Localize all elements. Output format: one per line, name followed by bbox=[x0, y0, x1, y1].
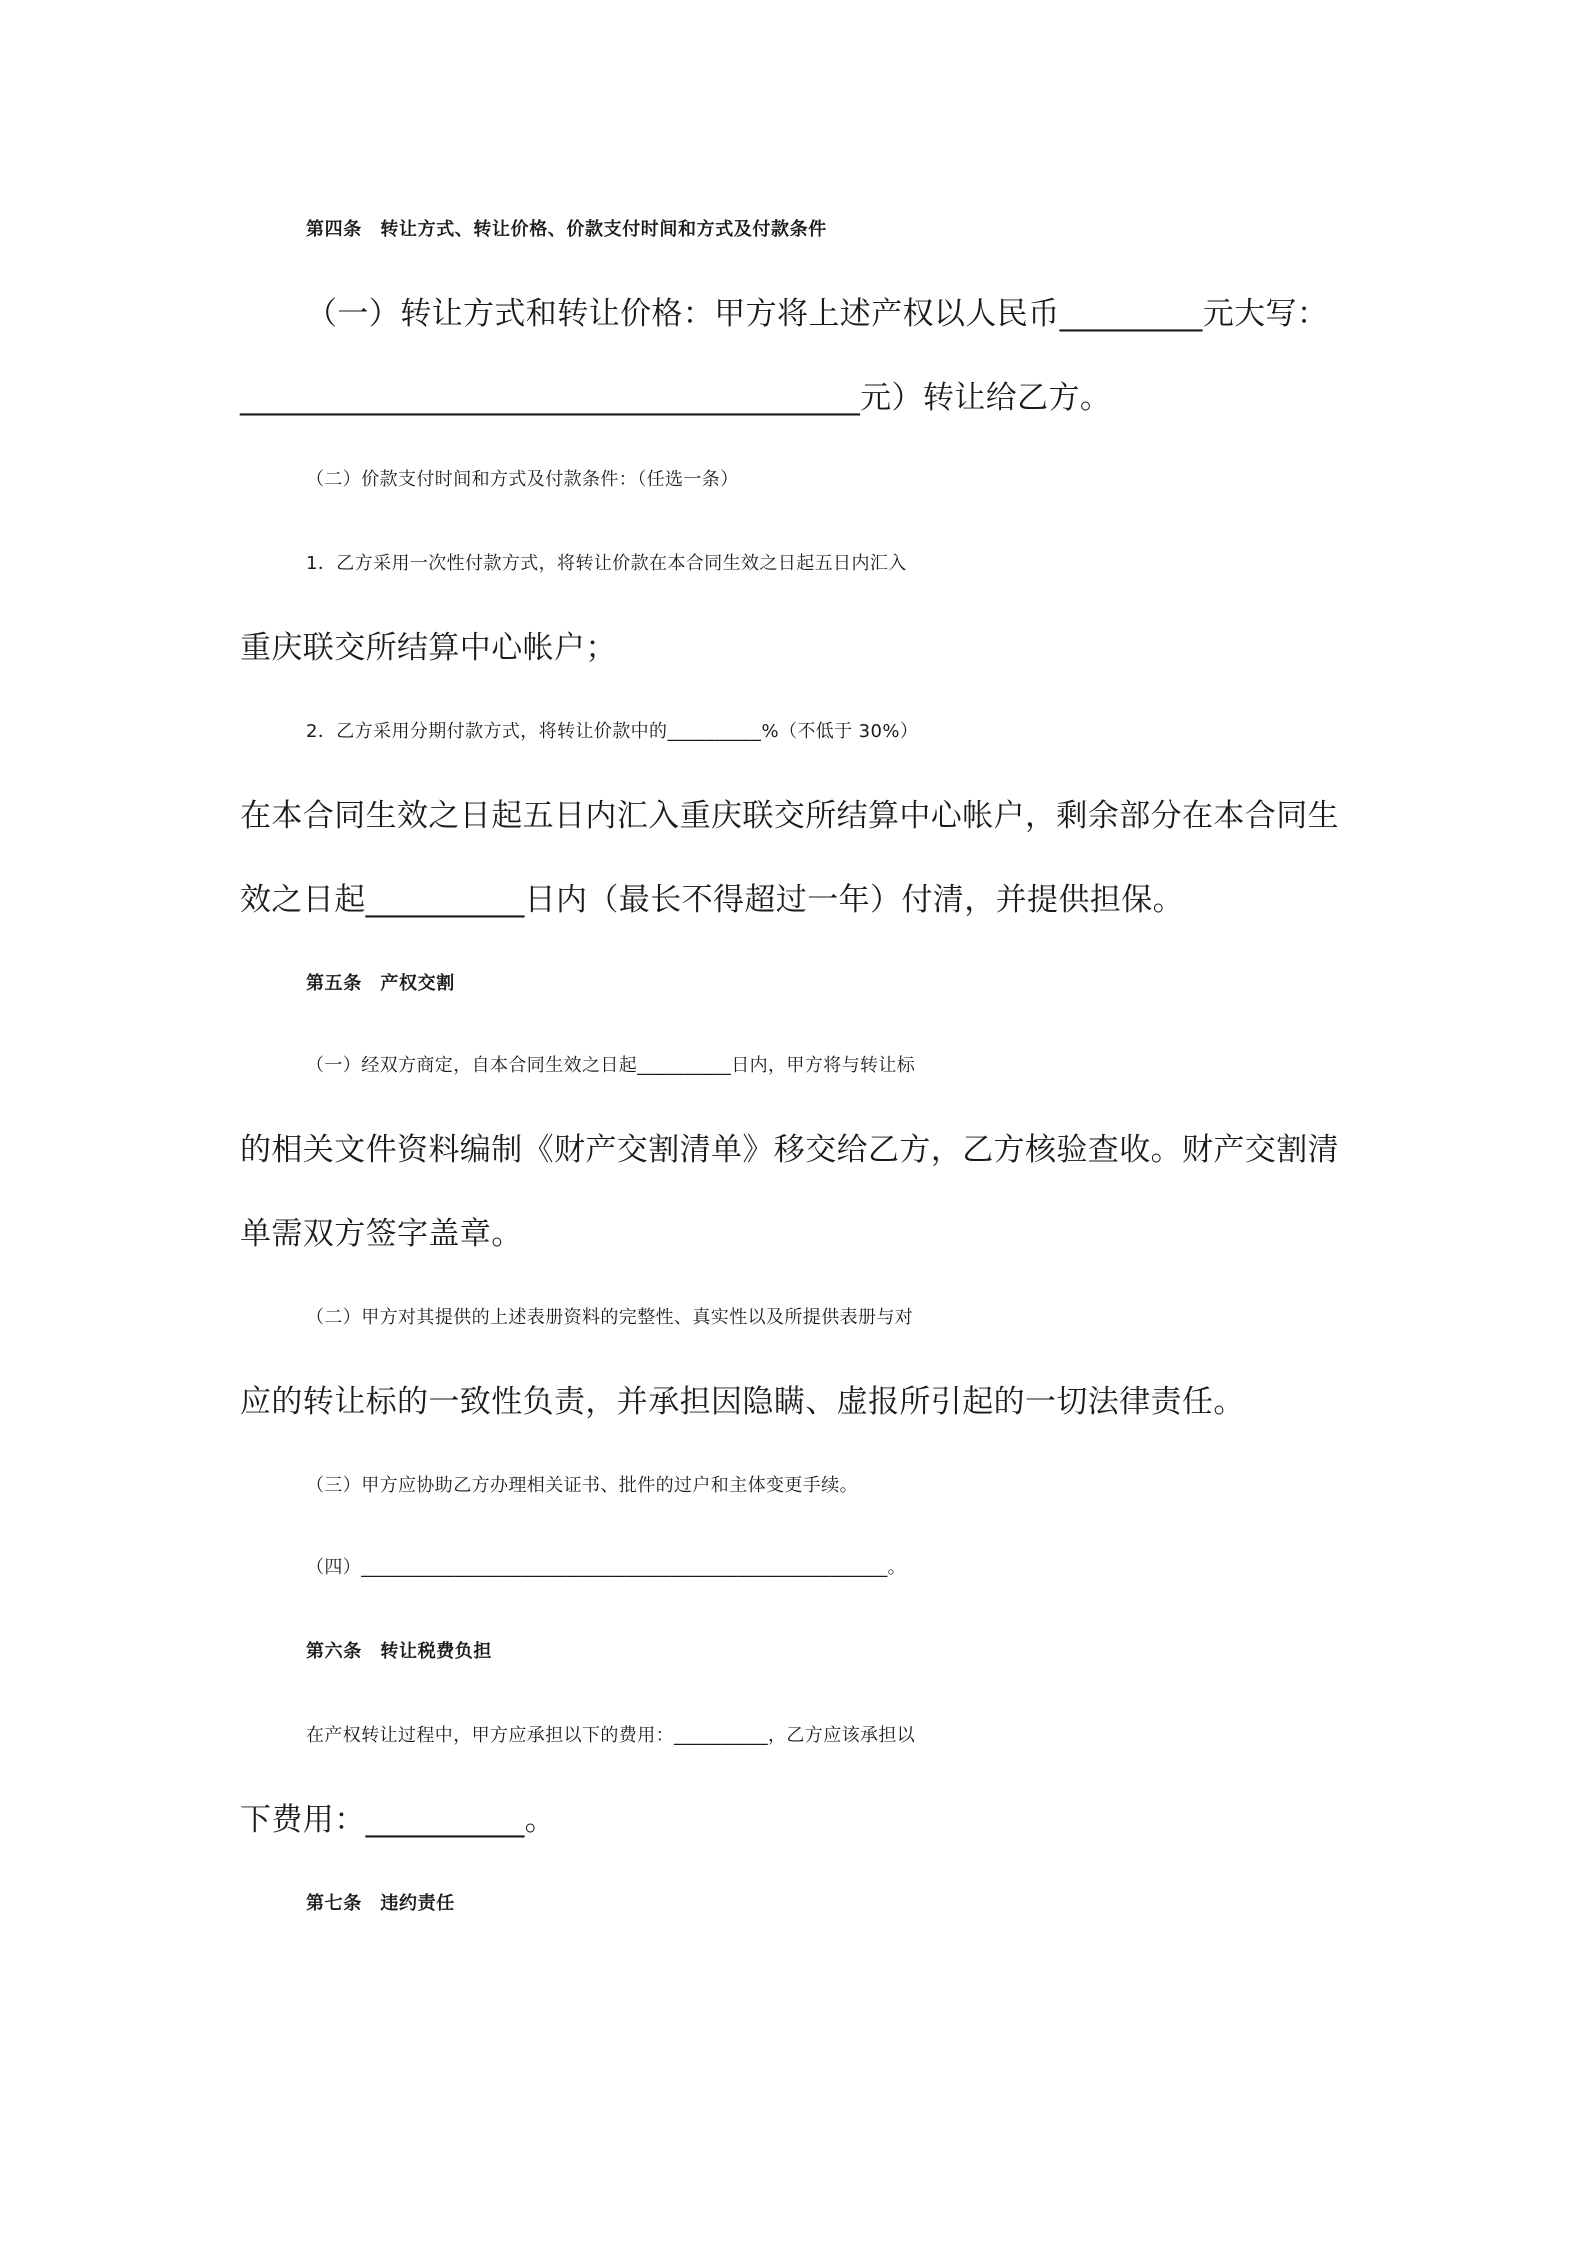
article-4-item-1-line-2: _______________________________________元）转让给乙方。 bbox=[240, 380, 1112, 416]
article-4-option-2-line-3: 效之日起__________日内（最长不得超过一年）付清，并提供担保。 bbox=[240, 882, 1184, 918]
article-6-line-1: 在产权转让过程中，甲方应承担以下的费用：__________，乙方应该承担以 bbox=[306, 1725, 916, 1746]
article-5-item-1-line-3: 单需双方签字盖章。 bbox=[240, 1216, 523, 1252]
article-5-heading: 第五条 产权交割 bbox=[306, 973, 455, 994]
article-4-item-2: （二）价款支付时间和方式及付款条件：（任选一条） bbox=[306, 469, 739, 490]
article-5-item-4: （四）________________________________________________________。 bbox=[306, 1557, 906, 1578]
article-6-heading: 第六条 转让税费负担 bbox=[306, 1641, 492, 1662]
article-4-option-1-line-1: 1．乙方采用一次性付款方式，将转让价款在本合同生效之日起五日内汇入 bbox=[306, 553, 907, 574]
article-5-item-2-line-1: （二）甲方对其提供的上述表册资料的完整性、真实性以及所提供表册与对 bbox=[306, 1307, 914, 1328]
article-6-line-2: 下费用：__________。 bbox=[240, 1802, 556, 1838]
article-7-heading: 第七条 违约责任 bbox=[306, 1893, 455, 1914]
article-4-heading: 第四条 转让方式、转让价格、价款支付时间和方式及付款条件 bbox=[306, 219, 827, 240]
article-4-option-2-line-1: 2．乙方采用分期付款方式，将转让价款中的__________%（不低于 30%） bbox=[306, 721, 919, 742]
article-5-item-3: （三）甲方应协助乙方办理相关证书、批件的过户和主体变更手续。 bbox=[306, 1475, 858, 1496]
article-4-option-1-line-2: 重庆联交所结算中心帐户； bbox=[240, 630, 617, 666]
article-4-option-2-line-2: 在本合同生效之日起五日内汇入重庆联交所结算中心帐户，剩余部分在本合同生 bbox=[240, 798, 1339, 834]
article-5-item-1-line-2: 的相关文件资料编制《财产交割清单》移交给乙方，乙方核验查收。财产交割清 bbox=[240, 1132, 1339, 1168]
article-4-item-1-line-1: （一）转让方式和转让价格：甲方将上述产权以人民币_________元大写： bbox=[306, 296, 1329, 332]
article-5-item-2-line-2: 应的转让标的一致性负责，并承担因隐瞒、虚报所引起的一切法律责任。 bbox=[240, 1384, 1245, 1420]
article-5-item-1-line-1: （一）经双方商定，自本合同生效之日起__________日内，甲方将与转让标 bbox=[306, 1055, 916, 1076]
